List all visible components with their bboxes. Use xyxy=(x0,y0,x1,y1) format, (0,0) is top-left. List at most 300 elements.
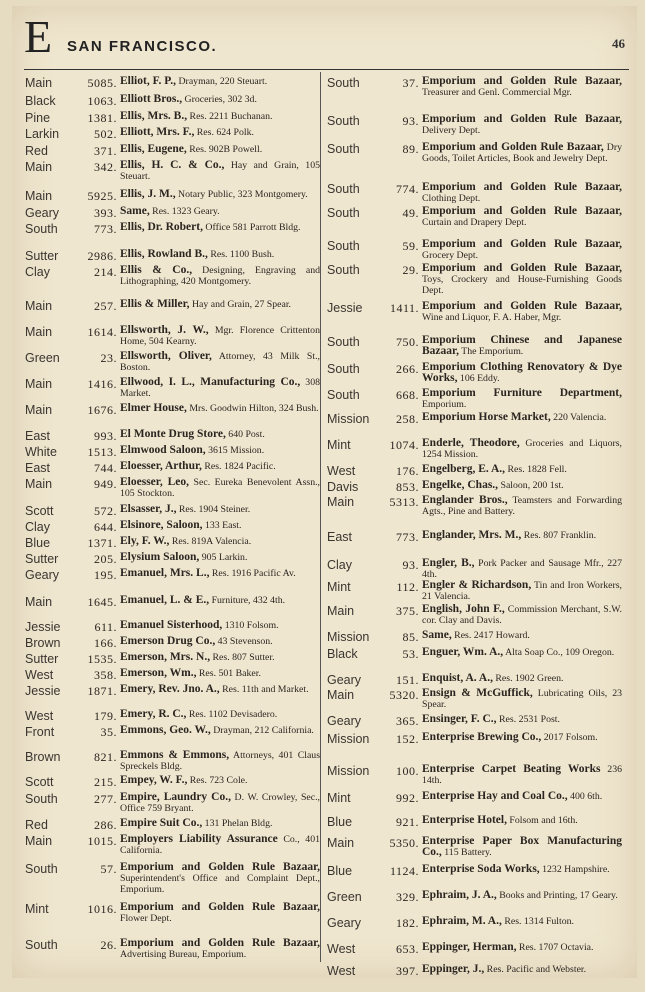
exchange-name: Red xyxy=(25,818,48,832)
listing-name: Enderle, Theodore, xyxy=(422,437,520,449)
listing-address: 308 Market. xyxy=(120,377,320,399)
listing-name: Ellwood, I. L., Manufacturing Co., xyxy=(120,376,301,388)
listing-text xyxy=(422,916,622,927)
phone-number: 853. xyxy=(396,480,419,494)
listing-address: 43 Stevenson. xyxy=(215,636,273,647)
exchange-name: Blue xyxy=(25,536,51,550)
listing-text xyxy=(422,864,622,875)
listing-name: Emporium and Golden Rule Bazaar, xyxy=(120,861,320,873)
listing-address: Res. 819A Valencia. xyxy=(169,536,252,547)
listing-address: 106 Eddy. xyxy=(457,373,500,384)
listing-name: Englander Bros., xyxy=(422,494,508,506)
listing-name: Engler, B., xyxy=(422,557,475,569)
listing-name: Ensinger, F. C., xyxy=(422,713,497,725)
listing-address: Pork Packer and Sausage Mfr., 227 4th. xyxy=(422,558,622,580)
listing-text xyxy=(422,182,622,204)
listing-address: 3615 Mission. xyxy=(205,445,265,456)
listing-address: Delivery Dept. xyxy=(422,125,481,136)
exchange-name: Jessie xyxy=(327,301,363,315)
listing-name: El Monte Drug Store, xyxy=(120,428,226,440)
listing-name: Same, xyxy=(120,205,150,217)
listing-name: Emery, Rev. Jno. A., xyxy=(120,683,220,695)
listing-name: Ellis, Mrs. B., xyxy=(120,110,188,122)
listing-address: Hay and Grain, 105 Steuart. xyxy=(120,160,320,182)
exchange-name: South xyxy=(327,142,360,156)
exchange-name: South xyxy=(327,388,360,402)
listing-address: 133 East. xyxy=(202,520,242,531)
exchange-name: East xyxy=(25,429,51,443)
exchange-name: Front xyxy=(25,725,55,739)
listing-name: Elysium Saloon, xyxy=(120,551,200,563)
listing-name: Elliott, Mrs. F., xyxy=(120,126,195,138)
page-title: SAN FRANCISCO. xyxy=(67,38,218,55)
exchange-name: Main xyxy=(25,477,53,491)
listing-text xyxy=(422,495,622,517)
exchange-name: West xyxy=(327,942,356,956)
exchange-name: Green xyxy=(25,351,60,365)
listing-text xyxy=(120,429,320,440)
phone-number: 205. xyxy=(94,552,117,566)
listing-text xyxy=(422,791,622,802)
listing-text xyxy=(120,325,320,347)
listing-address: Drayman, 220 Steuart. xyxy=(176,76,268,87)
listing-text xyxy=(422,335,622,357)
listing-name: Ellis, Rowland B., xyxy=(120,248,208,260)
listing-name: Emporium and Golden Rule Bazaar, xyxy=(422,238,622,250)
listing-text xyxy=(120,94,320,105)
exchange-name: Blue xyxy=(327,815,353,829)
phone-number: 182. xyxy=(396,916,419,930)
listing-address: 220 Valencia. xyxy=(550,412,607,423)
exchange-name: South xyxy=(25,938,58,952)
listing-address: 115 Battery. xyxy=(441,847,492,858)
listing-text xyxy=(120,520,320,531)
listing-name: Ellis, Dr. Robert, xyxy=(120,221,203,233)
exchange-name: Main xyxy=(25,403,53,417)
listing-name: Ellis, H. C. & Co., xyxy=(120,159,225,171)
exchange-name: South xyxy=(327,206,360,220)
exchange-name: Mint xyxy=(327,791,351,805)
exchange-name: Red xyxy=(25,144,48,158)
listing-text xyxy=(120,377,320,399)
listing-address: Res. 2211 Buchanan. xyxy=(187,111,273,122)
phone-number: 993. xyxy=(94,429,117,443)
listing-address: Folsom and 16th. xyxy=(506,815,578,826)
phone-number: 2986. xyxy=(87,249,117,263)
listing-text xyxy=(422,206,622,228)
exchange-name: Clay xyxy=(25,265,51,279)
listing-name: Ellis, Eugene, xyxy=(120,143,187,155)
exchange-name: Mint xyxy=(327,580,351,594)
exchange-name: South xyxy=(327,335,360,349)
listing-text xyxy=(120,445,320,456)
listing-text xyxy=(120,552,320,563)
listing-text xyxy=(120,750,320,772)
listing-text xyxy=(120,709,320,720)
phone-number: 1074. xyxy=(389,438,419,452)
exchange-name: Mint xyxy=(327,438,351,452)
phone-number: 773. xyxy=(94,222,117,236)
phone-number: 26. xyxy=(100,938,117,952)
header-rule xyxy=(24,69,629,70)
listing-name: Same, xyxy=(422,629,452,641)
exchange-name: South xyxy=(25,792,58,806)
exchange-name: Jessie xyxy=(25,684,61,698)
listing-text xyxy=(120,652,320,663)
phone-number: 572. xyxy=(94,504,117,518)
exchange-name: Main xyxy=(25,189,53,203)
directory-page xyxy=(12,6,637,978)
phone-number: 49. xyxy=(402,206,419,220)
listing-address: Emporium. xyxy=(422,399,467,410)
listing-text xyxy=(120,127,320,138)
listing-text xyxy=(422,388,622,410)
exchange-name: Main xyxy=(327,495,355,509)
phone-number: 1871. xyxy=(87,684,117,698)
section-letter: E xyxy=(24,11,53,62)
listing-address: 905 Larkin. xyxy=(199,552,248,563)
listing-name: Empey, W. F., xyxy=(120,774,188,786)
listing-address: Res. 902B Powell. xyxy=(186,144,263,155)
phone-number: 277. xyxy=(94,792,117,806)
listing-text xyxy=(120,249,320,260)
listing-text xyxy=(422,942,622,953)
exchange-name: South xyxy=(25,862,58,876)
listing-text xyxy=(120,862,320,895)
listing-text xyxy=(120,834,320,856)
phone-number: 266. xyxy=(396,362,419,376)
listing-address: Groceries and Liquors, 1254 Mission. xyxy=(422,438,622,460)
phone-number: 1645. xyxy=(87,595,117,609)
exchange-name: South xyxy=(327,362,360,376)
listing-name: Emerson Drug Co., xyxy=(120,635,216,647)
listing-name: Elsasser, J., xyxy=(120,503,177,515)
listing-name: English, John F., xyxy=(422,603,505,615)
listing-text xyxy=(120,620,320,631)
phone-number: 53. xyxy=(402,647,419,661)
listing-address: Office 581 Parrott Bldg. xyxy=(202,222,301,233)
exchange-name: Mission xyxy=(327,764,370,778)
phone-number: 93. xyxy=(402,114,419,128)
listing-text xyxy=(120,189,320,200)
exchange-name: Brown xyxy=(25,750,61,764)
listing-name: Elsinore, Saloon, xyxy=(120,519,203,531)
exchange-name: Main xyxy=(25,377,53,391)
listing-address: Attorneys, 401 Claus Spreckels Bldg. xyxy=(120,750,321,772)
column-divider xyxy=(320,72,321,962)
exchange-name: South xyxy=(327,263,360,277)
phone-number: 342. xyxy=(94,160,117,174)
phone-number: 365. xyxy=(396,714,419,728)
listing-name: Enterprise Paper Box Manufacturing Co., xyxy=(422,835,622,858)
listing-text xyxy=(120,299,320,310)
listing-name: Emporium Horse Market, xyxy=(422,411,551,423)
listing-address: Grocery Dept. xyxy=(422,250,479,261)
listing-text xyxy=(422,815,622,826)
listing-address: Tin and Iron Workers, 21 Valencia. xyxy=(422,580,622,602)
listing-address: Curtain and Drapery Dept. xyxy=(422,217,527,228)
listing-address: Commission Merchant, S.W. cor. Clay and Davis. xyxy=(422,604,622,626)
phone-number: 152. xyxy=(396,732,419,746)
phone-number: 1513. xyxy=(87,445,117,459)
listing-name: Emanuel, Mrs. L., xyxy=(120,567,210,579)
listing-name: Emmons & Emmons, xyxy=(120,749,230,761)
listing-name: Enguer, Wm. A., xyxy=(422,646,504,658)
listing-address: Res. 11th and Market. xyxy=(219,684,309,695)
listing-name: Emporium and Golden Rule Bazaar, xyxy=(422,75,622,87)
listing-name: Emporium Chinese and Japanese Bazaar, xyxy=(422,334,622,357)
listing-name: Emporium and Golden Rule Bazaar, xyxy=(422,181,622,193)
exchange-name: Main xyxy=(25,160,53,174)
listing-name: Emporium and Golden Rule Bazaar, xyxy=(422,141,604,153)
listing-address: Books and Printing, 17 Geary. xyxy=(496,890,618,901)
listing-address: Flower Dept. xyxy=(120,913,172,924)
listing-text xyxy=(422,673,622,684)
listing-address: 131 Phelan Bldg. xyxy=(202,818,273,829)
phone-number: 821. xyxy=(94,750,117,764)
listing-address: Res. 1824 Pacific. xyxy=(201,461,276,472)
listing-text xyxy=(422,412,622,423)
listing-address: Res. Pacific and Webster. xyxy=(484,964,587,975)
listing-address: Superintendent's Office and Complaint Dept., Emporium. xyxy=(120,873,320,895)
exchange-name: East xyxy=(327,530,353,544)
listing-name: Enterprise Carpet Beating Works xyxy=(422,763,601,775)
phone-number: 151. xyxy=(396,673,419,687)
listing-text xyxy=(422,263,622,296)
phone-number: 653. xyxy=(396,942,419,956)
listing-address: Res. 1102 Devisadero. xyxy=(186,709,278,720)
phone-number: 57. xyxy=(100,862,117,876)
listing-text xyxy=(120,403,320,414)
exchange-name: South xyxy=(327,76,360,90)
listing-address: Hay and Grain, 27 Spear. xyxy=(189,299,292,310)
phone-number: 89. xyxy=(402,142,419,156)
listing-text xyxy=(120,536,320,547)
listing-address: Co., 401 California. xyxy=(120,834,320,856)
phone-number: 750. xyxy=(396,335,419,349)
listing-text xyxy=(422,764,622,786)
listing-address: Advertising Bureau, Emporium. xyxy=(120,949,247,960)
listing-address: D. W. Crowley, Sec., Office 759 Bryant. xyxy=(120,792,320,814)
listing-name: Enterprise Brewing Co., xyxy=(422,731,542,743)
phone-number: 5320. xyxy=(389,688,419,702)
exchange-name: Main xyxy=(327,688,355,702)
exchange-name: West xyxy=(327,464,356,478)
phone-number: 502. xyxy=(94,127,117,141)
phone-number: 1535. xyxy=(87,652,117,666)
listing-name: Ellis & Co., xyxy=(120,264,193,276)
listing-text xyxy=(422,604,622,626)
exchange-name: Sutter xyxy=(25,249,59,263)
listing-name: Emporium and Golden Rule Bazaar, xyxy=(422,113,622,125)
exchange-name: Geary xyxy=(25,568,60,582)
listing-text xyxy=(120,775,320,786)
listing-name: Ely, F. W., xyxy=(120,535,170,547)
listing-text xyxy=(422,688,622,710)
listing-text xyxy=(120,160,320,182)
listing-address: Res. 1100 Bush. xyxy=(207,249,275,260)
phone-number: 5350. xyxy=(389,836,419,850)
listing-address: Clothing Dept. xyxy=(422,193,481,204)
listing-name: Elliott Bros., xyxy=(120,93,183,105)
phone-number: 358. xyxy=(94,668,117,682)
phone-number: 921. xyxy=(396,815,419,829)
listing-name: Emporium Furniture Department, xyxy=(422,387,622,399)
listing-text xyxy=(422,464,622,475)
phone-number: 1063. xyxy=(87,94,117,108)
phone-number: 774. xyxy=(396,182,419,196)
listing-text xyxy=(120,902,320,924)
phone-number: 35. xyxy=(100,725,117,739)
listing-text xyxy=(422,647,622,658)
listing-name: Emery, R. C., xyxy=(120,708,187,720)
exchange-name: Main xyxy=(25,76,53,90)
listing-text xyxy=(120,684,320,695)
listing-address: Dry Goods, Toilet Articles, Book and Jewelry Dept. xyxy=(422,142,622,164)
listing-address: Res. 807 Franklin. xyxy=(521,530,597,541)
exchange-name: Jessie xyxy=(25,620,61,634)
listing-address: Designing, Engraving and Lithographing, 420 Montgomery. xyxy=(120,265,320,287)
listing-text xyxy=(422,890,622,901)
listing-name: Enterprise Hay and Coal Co., xyxy=(422,790,568,802)
exchange-name: Clay xyxy=(327,558,353,572)
listing-text xyxy=(120,504,320,515)
listing-address: Furniture, 432 4th. xyxy=(209,595,286,606)
listing-text xyxy=(120,568,320,579)
exchange-name: Main xyxy=(25,595,53,609)
listing-text xyxy=(422,630,622,641)
listing-text xyxy=(422,76,622,98)
exchange-name: West xyxy=(327,964,356,978)
listing-address: Res. 1904 Steiner. xyxy=(176,504,251,515)
listing-name: Eloesser, Leo, xyxy=(120,476,190,488)
listing-text xyxy=(422,362,622,384)
page-number: 46 xyxy=(612,36,625,51)
phone-number: 773. xyxy=(396,530,419,544)
listing-text xyxy=(422,836,622,858)
listing-address: 1310 Folsom. xyxy=(222,620,279,631)
listing-address: Res. 1916 Pacific Av. xyxy=(209,568,296,579)
listing-address: Saloon, 200 1st. xyxy=(498,480,564,491)
phone-number: 1016. xyxy=(87,902,117,916)
listing-name: Enterprise Hotel, xyxy=(422,814,507,826)
listing-name: Ellsworth, J. W., xyxy=(120,324,209,336)
exchange-name: Mint xyxy=(25,902,49,916)
phone-number: 375. xyxy=(396,604,419,618)
listing-name: Emporium Clothing Renovatory & Dye Works, xyxy=(422,361,622,384)
exchange-name: Green xyxy=(327,890,362,904)
listing-name: Ephraim, M. A., xyxy=(422,915,502,927)
phone-number: 329. xyxy=(396,890,419,904)
listing-address: 236 14th. xyxy=(422,764,622,786)
listing-address: Sec. Eureka Benevolent Assn., 105 Stockton. xyxy=(120,477,320,499)
listing-name: Ephraim, J. A., xyxy=(422,889,497,901)
exchange-name: Main xyxy=(327,836,355,850)
listing-name: Ellis & Miller, xyxy=(120,298,190,310)
listing-text xyxy=(120,725,320,736)
listing-address: Notary Public, 323 Montgomery. xyxy=(175,189,308,200)
phone-number: 1371. xyxy=(87,536,117,550)
exchange-name: Mission xyxy=(327,732,370,746)
listing-name: Enterprise Soda Works, xyxy=(422,863,540,875)
listing-text xyxy=(422,480,622,491)
exchange-name: Davis xyxy=(327,480,359,494)
phone-number: 85. xyxy=(402,630,419,644)
exchange-name: Mission xyxy=(327,630,370,644)
phone-number: 5313. xyxy=(389,495,419,509)
phone-number: 195. xyxy=(94,568,117,582)
phone-number: 611. xyxy=(94,620,117,634)
listing-name: Emporium and Golden Rule Bazaar, xyxy=(120,901,320,913)
exchange-name: Black xyxy=(25,94,56,108)
listing-text xyxy=(120,477,320,499)
listing-text xyxy=(422,530,622,541)
listing-text xyxy=(120,265,320,287)
listing-address: Res. 1707 Octavia. xyxy=(516,942,594,953)
listing-address: 2017 Folsom. xyxy=(541,732,598,743)
exchange-name: Mission xyxy=(327,412,370,426)
exchange-name: South xyxy=(327,239,360,253)
listing-name: Ellsworth, Oliver, xyxy=(120,350,212,362)
phone-number: 100. xyxy=(396,764,419,778)
listing-text xyxy=(422,580,622,602)
listing-address: Res. 624 Polk. xyxy=(194,127,254,138)
listing-name: Engelke, Chas., xyxy=(422,479,499,491)
listing-address: Alta Soap Co., 109 Oregon. xyxy=(503,647,615,658)
listing-text xyxy=(422,438,622,460)
exchange-name: Scott xyxy=(25,775,54,789)
phone-number: 23. xyxy=(100,351,117,365)
listing-address: 1232 Hampshire. xyxy=(539,864,610,875)
phone-number: 1676. xyxy=(87,403,117,417)
listing-name: Emporium and Golden Rule Bazaar, xyxy=(422,205,622,217)
phone-number: 258. xyxy=(396,412,419,426)
exchange-name: Blue xyxy=(327,864,353,878)
phone-number: 166. xyxy=(94,636,117,650)
listing-text xyxy=(120,461,320,472)
phone-number: 286. xyxy=(94,818,117,832)
listing-name: Emerson, Mrs. N., xyxy=(120,651,211,663)
phone-number: 644. xyxy=(94,520,117,534)
phone-number: 59. xyxy=(402,239,419,253)
listing-text xyxy=(120,668,320,679)
exchange-name: East xyxy=(25,461,51,475)
listing-address: Teamsters and Forwarding Agts., Pine and Battery. xyxy=(422,495,622,517)
listing-name: Engelberg, E. A., xyxy=(422,463,506,475)
listing-name: Elmer House, xyxy=(120,402,187,414)
exchange-name: White xyxy=(25,445,57,459)
listing-text xyxy=(120,818,320,829)
phone-number: 668. xyxy=(396,388,419,402)
listing-text xyxy=(120,351,320,373)
listing-address: Res. 1314 Fulton. xyxy=(501,916,574,927)
phone-number: 1614. xyxy=(87,325,117,339)
listing-name: Eppinger, J., xyxy=(422,963,485,975)
exchange-name: Sutter xyxy=(25,552,59,566)
listing-address: Drayman, 212 California. xyxy=(210,725,314,736)
listing-address: 640 Post. xyxy=(225,429,265,440)
listing-name: Emerson, Wm., xyxy=(120,667,197,679)
phone-number: 93. xyxy=(402,558,419,572)
exchange-name: West xyxy=(25,709,54,723)
listing-address: Groceries, 302 3d. xyxy=(182,94,257,105)
listing-text xyxy=(422,239,622,261)
listing-address: Toys, Crockery and House-Furnishing Goods Dept. xyxy=(422,274,622,296)
listing-address: Attorney, 43 Milk St., Boston. xyxy=(120,351,320,373)
listing-name: Emporium and Golden Rule Bazaar, xyxy=(422,300,622,312)
listing-address: Wine and Liquor, F. A. Haber, Mgr. xyxy=(422,312,562,323)
phone-number: 37. xyxy=(402,76,419,90)
